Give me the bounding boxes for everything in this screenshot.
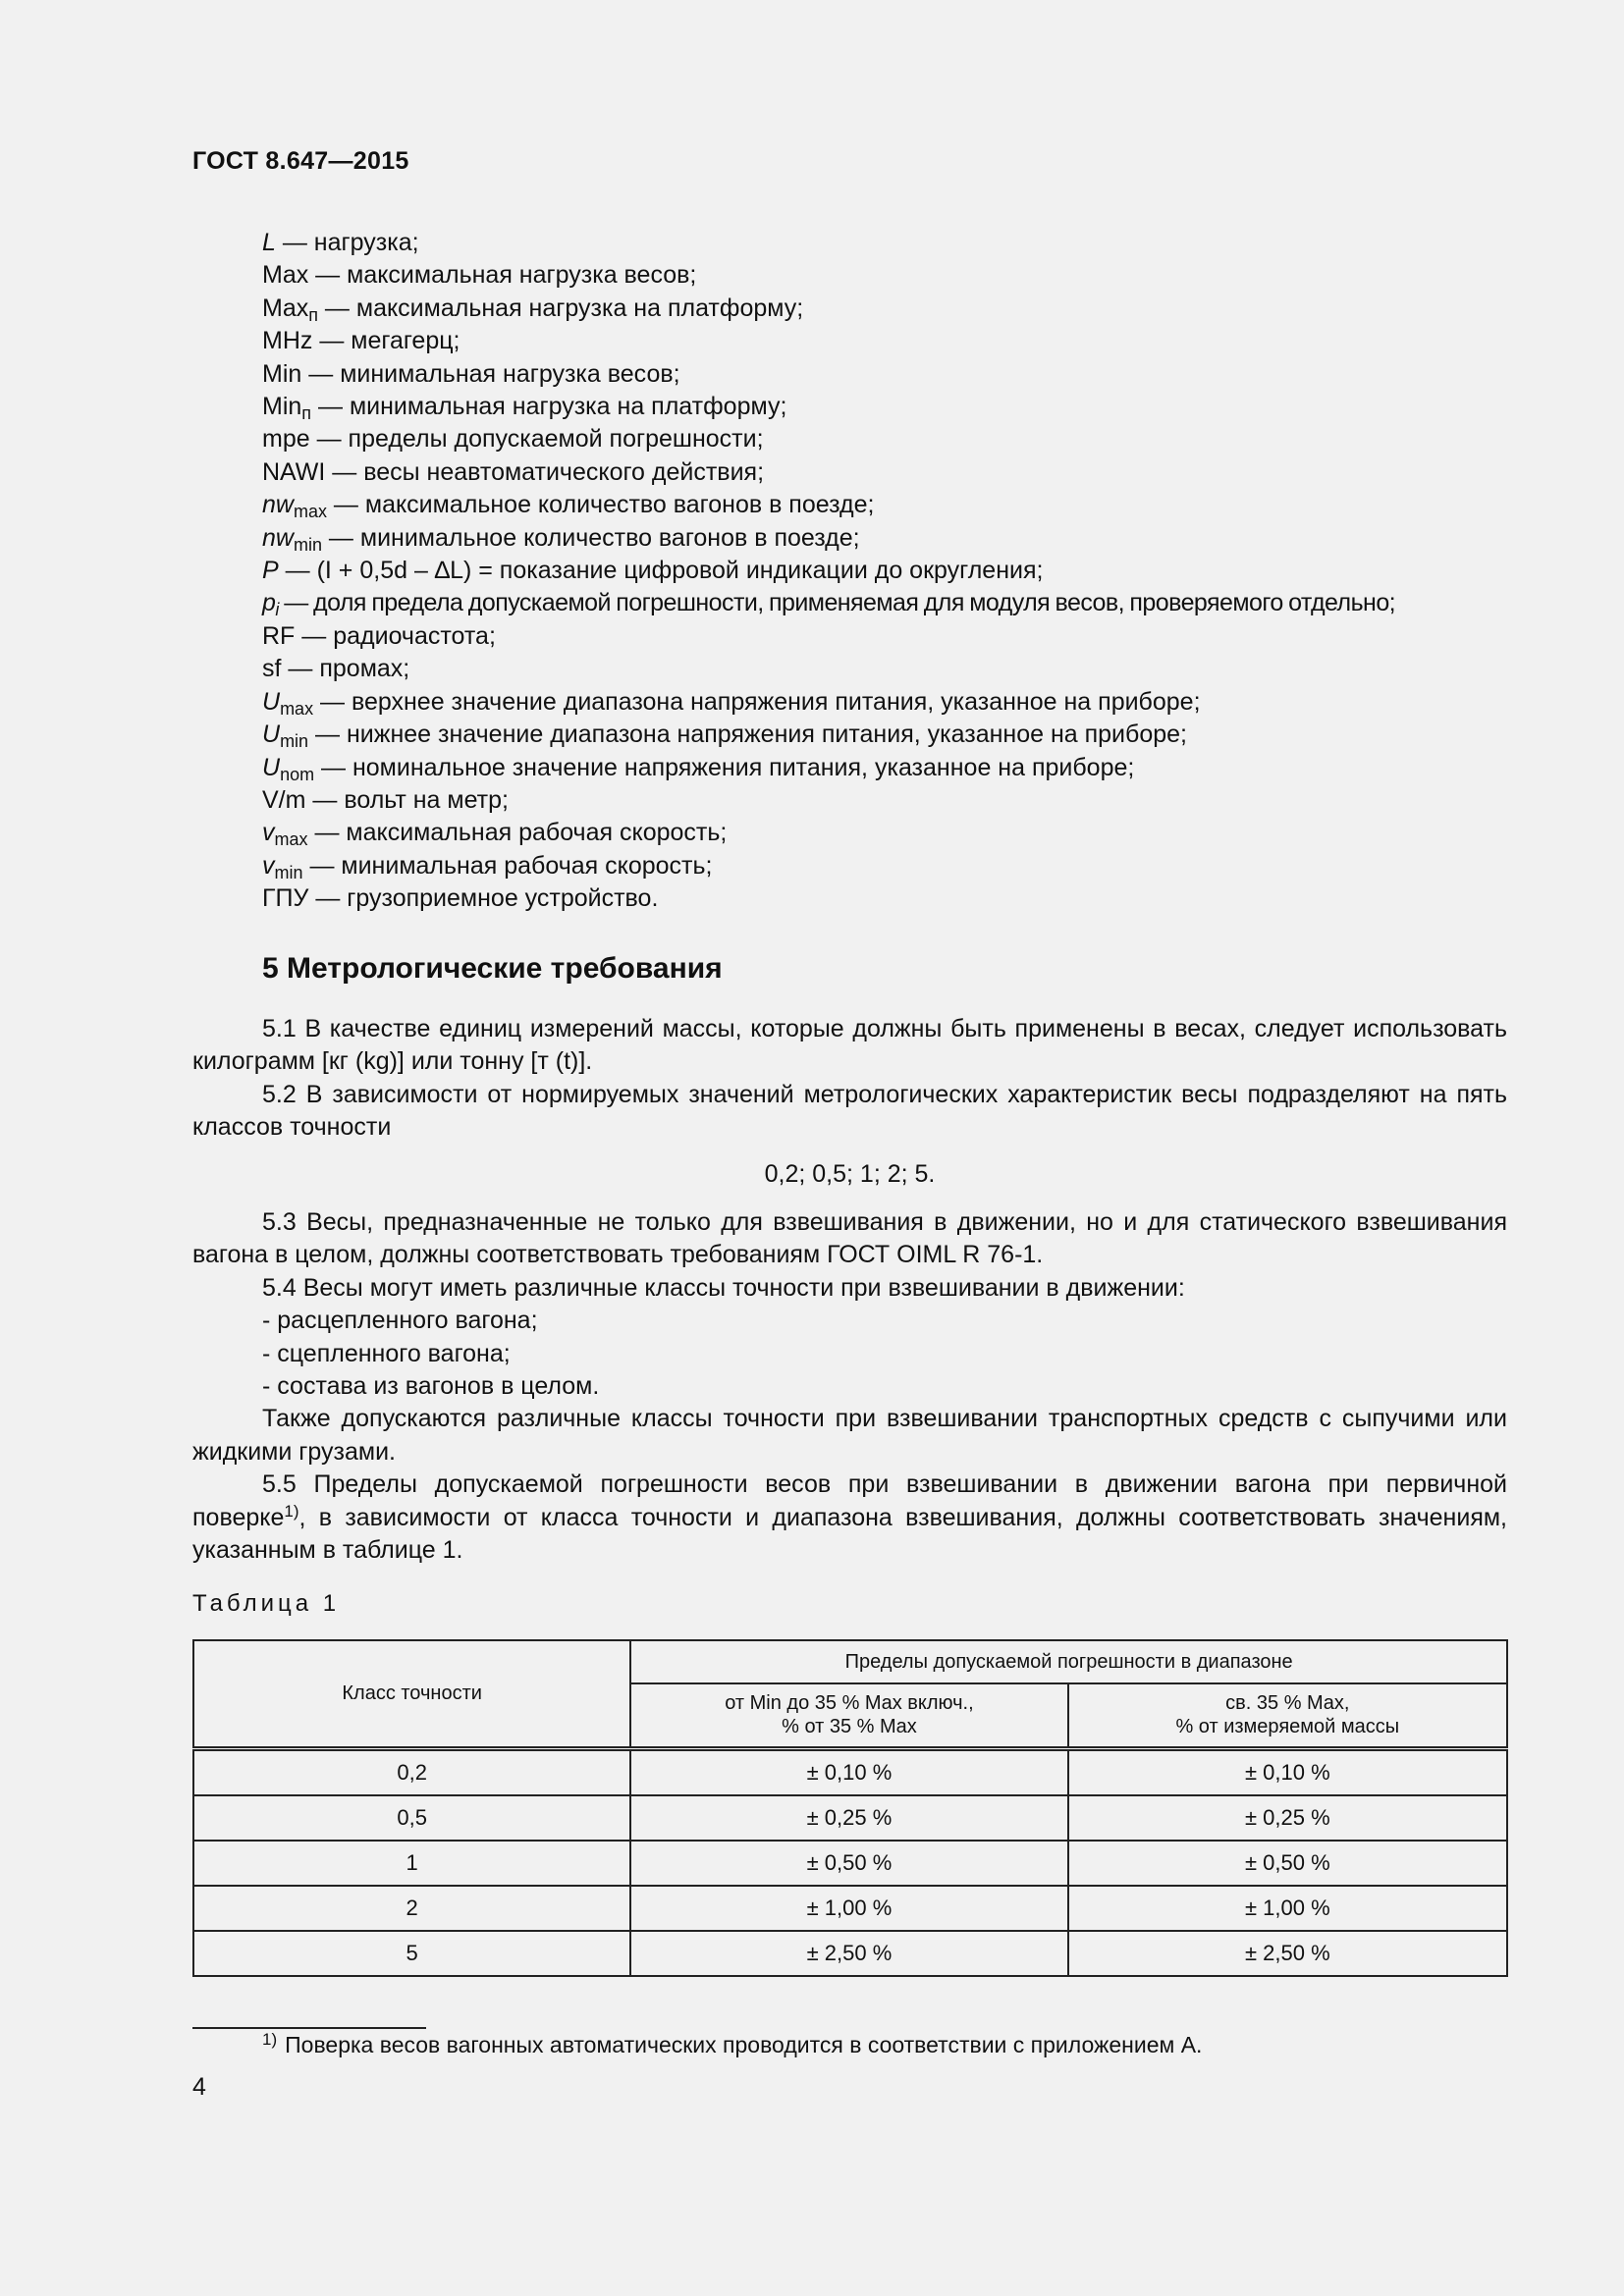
abbr-item: [262, 784, 1395, 817]
abbr-item: [262, 293, 1395, 325]
abbr-desc: — максимальная нагрузка весов;: [308, 261, 697, 290]
table-row: [193, 1795, 1507, 1841]
cell-range-low: ± 0,10 %: [630, 1748, 1067, 1795]
abbr-item: [262, 882, 1395, 915]
abbr-symbol: v: [262, 851, 275, 880]
abbr-symbol: Max: [262, 261, 309, 290]
abbr-item: [262, 686, 1395, 719]
cell-range-high: ± 0,25 %: [1068, 1795, 1507, 1841]
header-error-limits: Пределы допускаемой погрешности в диапазоне: [630, 1640, 1507, 1683]
header-range-low-line1: от Min до 35 % Max включ.,: [725, 1692, 974, 1715]
abbr-item: [262, 456, 1395, 489]
paragraph-5-4-continued: Также допускаются различные классы точности при взвешивании транспортных средств с сыпучими или жидкими грузами.: [192, 1405, 1507, 1466]
abbr-symbol: V/m: [262, 785, 306, 814]
abbr-desc: — нижнее значение диапазона напряжения питания, указанное на приборе;: [308, 721, 1187, 749]
abbr-subscript: min: [274, 862, 303, 882]
abbr-symbol: Max: [262, 294, 309, 322]
table-row: [193, 1931, 1507, 1976]
paragraph-5-5-end: , в зависимости от класса точности и диапазона взвешивания, должны соответствовать значениям, указанным в таблице 1.: [192, 1503, 1507, 1565]
header-accuracy-class: Класс точности: [193, 1640, 630, 1748]
cell-class: 0,2: [193, 1748, 630, 1795]
abbr-item: [262, 850, 1395, 882]
footnote-ref[interactable]: 1): [284, 1501, 299, 1521]
abbr-symbol: ГПУ: [262, 884, 309, 913]
abbr-subscript: min: [280, 731, 309, 752]
cell-class: 2: [193, 1886, 630, 1931]
abbr-symbol: NAWI: [262, 457, 326, 486]
paragraph-5-4: 5.4 Весы могут иметь различные классы точности при взвешивании в движении:: [262, 1273, 1185, 1302]
cell-range-low: ± 2,50 %: [630, 1931, 1067, 1976]
footnote-text: Поверка весов вагонных автоматических проводится в соответствии с приложением А.: [285, 2032, 1203, 2057]
abbr-desc: — мегагерц;: [312, 327, 460, 355]
paragraph-5-5-start: 5.5 Пределы допускаемой погрешности весов при взвешивании в движении вагона при первичной поверке: [192, 1470, 1507, 1531]
cell-class: 0,5: [193, 1795, 630, 1841]
body-text: [192, 1013, 1507, 1568]
cell-range-high: ± 0,50 %: [1068, 1841, 1507, 1886]
abbr-item: [262, 522, 1395, 555]
abbr-desc: — доля предела допускаемой погрешности, применяемая для модуля весов, проверяемого отдельно;: [278, 589, 1396, 617]
abbr-item: [262, 752, 1395, 784]
abbr-subscript: п: [308, 304, 318, 325]
abbr-symbol: U: [262, 753, 281, 781]
abbr-symbol: p: [262, 589, 276, 617]
table-row: [193, 1748, 1507, 1795]
abbr-symbol: sf: [262, 655, 282, 683]
abbr-desc: — верхнее значение диапазона напряжения питания, указанное на приборе;: [313, 687, 1201, 716]
abbr-desc: — (I + 0,5d – ∆L) = показание цифровой индикации до округления;: [278, 557, 1044, 585]
header-range-low-line2: % от 35 % Max: [782, 1716, 917, 1738]
list-item: - состава из вагонов в целом.: [262, 1372, 600, 1401]
abbr-symbol: nw: [262, 523, 294, 552]
abbr-subscript: nom: [280, 764, 315, 784]
abbr-symbol: U: [262, 721, 281, 749]
footnote-separator: [192, 2027, 426, 2029]
abbr-desc: — весы неавтоматического действия;: [325, 457, 765, 486]
abbr-desc: — пределы допускаемой погрешности;: [309, 425, 764, 454]
abbr-symbol: L: [262, 229, 276, 256]
abbr-item: [262, 555, 1395, 587]
abbr-item: [262, 358, 1395, 391]
abbr-desc: — минимальная рабочая скорость;: [302, 851, 713, 880]
abbr-item: [262, 620, 1395, 653]
abbr-desc: — вольт на метр;: [305, 785, 509, 814]
abbr-subscript: max: [280, 698, 314, 719]
abbr-subscript: min: [293, 534, 322, 555]
table-caption: Таблица 1: [192, 1590, 341, 1617]
abbr-item: [262, 227, 1395, 259]
abbr-desc: — минимальное количество вагонов в поезде;: [321, 523, 860, 552]
paragraph-5-1: 5.1 В качестве единиц измерений массы, которые должны быть применены в весах, следует использовать килограмм [кг (kg)] или тонну [т (t)].: [192, 1015, 1507, 1076]
abbr-symbol: Min: [262, 393, 302, 421]
abbr-item: [262, 489, 1395, 521]
abbr-item: [262, 817, 1395, 849]
abbr-item: [262, 423, 1395, 455]
list-item: - расцепленного вагона;: [262, 1307, 538, 1335]
abbreviations-list: [262, 227, 1395, 916]
abbr-desc: — минимальная нагрузка весов;: [301, 359, 680, 388]
cell-range-low: ± 0,25 %: [630, 1795, 1067, 1841]
header-range-low: [630, 1683, 1067, 1748]
abbr-symbol: mpe: [262, 425, 310, 454]
cell-class: 5: [193, 1931, 630, 1976]
footnote-mark: 1): [262, 2030, 278, 2049]
abbr-item: [262, 259, 1395, 292]
abbr-subscript: max: [293, 502, 327, 522]
abbr-desc: — максимальная нагрузка на платформу;: [317, 294, 804, 322]
paragraph-5-3: 5.3 Весы, предназначенные не только для взвешивания в движении, но и для статического взвешивания вагона в целом, должны соответствовать требованиям ГОСТ OIML R 76-1.: [192, 1208, 1507, 1269]
abbr-symbol: U: [262, 687, 281, 716]
list-item: - сцепленного вагона;: [262, 1339, 511, 1367]
error-limits-table: [192, 1639, 1508, 1977]
table-row: [193, 1886, 1507, 1931]
cell-range-low: ± 0,50 %: [630, 1841, 1067, 1886]
header-range-high-line1: св. 35 % Max,: [1225, 1692, 1350, 1715]
abbr-desc: — номинальное значение напряжения питания, указанное на приборе;: [314, 753, 1135, 781]
cell-range-high: ± 1,00 %: [1068, 1886, 1507, 1931]
header-range-high-line2: % от измеряемой массы: [1175, 1716, 1400, 1738]
abbr-subscript: i: [275, 600, 279, 620]
paragraph-5-2: 5.2 В зависимости от нормируемых значений метрологических характеристик весы подразделяют на пять классов точности: [192, 1080, 1507, 1142]
footnote: [262, 2032, 1202, 2058]
abbr-subscript: п: [301, 403, 312, 424]
cell-range-high: ± 0,10 %: [1068, 1748, 1507, 1795]
abbr-desc: — радиочастота;: [295, 621, 496, 650]
abbr-item: [262, 719, 1395, 751]
abbr-desc: — грузоприемное устройство.: [308, 884, 659, 913]
abbr-desc: — промах;: [281, 655, 410, 683]
abbr-item: [262, 653, 1395, 685]
cell-range-high: ± 2,50 %: [1068, 1931, 1507, 1976]
abbr-item: [262, 587, 1395, 619]
table-row: [193, 1841, 1507, 1886]
abbr-item: [262, 391, 1395, 423]
abbr-desc: — максимальное количество вагонов в поезде;: [326, 491, 875, 519]
header-range-high: [1068, 1683, 1507, 1748]
cell-class: 1: [193, 1841, 630, 1886]
page-number: 4: [192, 2073, 206, 2101]
abbr-desc: — максимальная рабочая скорость;: [307, 819, 728, 847]
abbr-symbol: RF: [262, 621, 296, 650]
abbr-symbol: P: [262, 557, 279, 585]
abbr-symbol: nw: [262, 491, 294, 519]
accuracy-classes: 0,2; 0,5; 1; 2; 5.: [764, 1159, 936, 1188]
abbr-symbol: v: [262, 819, 275, 847]
abbr-symbol: Min: [262, 359, 302, 388]
cell-range-low: ± 1,00 %: [630, 1886, 1067, 1931]
abbr-item: [262, 325, 1395, 357]
abbr-symbol: MHz: [262, 327, 313, 355]
document-header: ГОСТ 8.647—2015: [192, 147, 409, 175]
abbr-subscript: max: [274, 829, 308, 850]
section-title: 5 Метрологические требования: [262, 952, 723, 985]
abbr-desc: — минимальная нагрузка на платформу;: [311, 393, 787, 421]
abbr-desc: — нагрузка;: [275, 229, 419, 256]
paragraph-5-5: [192, 1468, 1507, 1567]
